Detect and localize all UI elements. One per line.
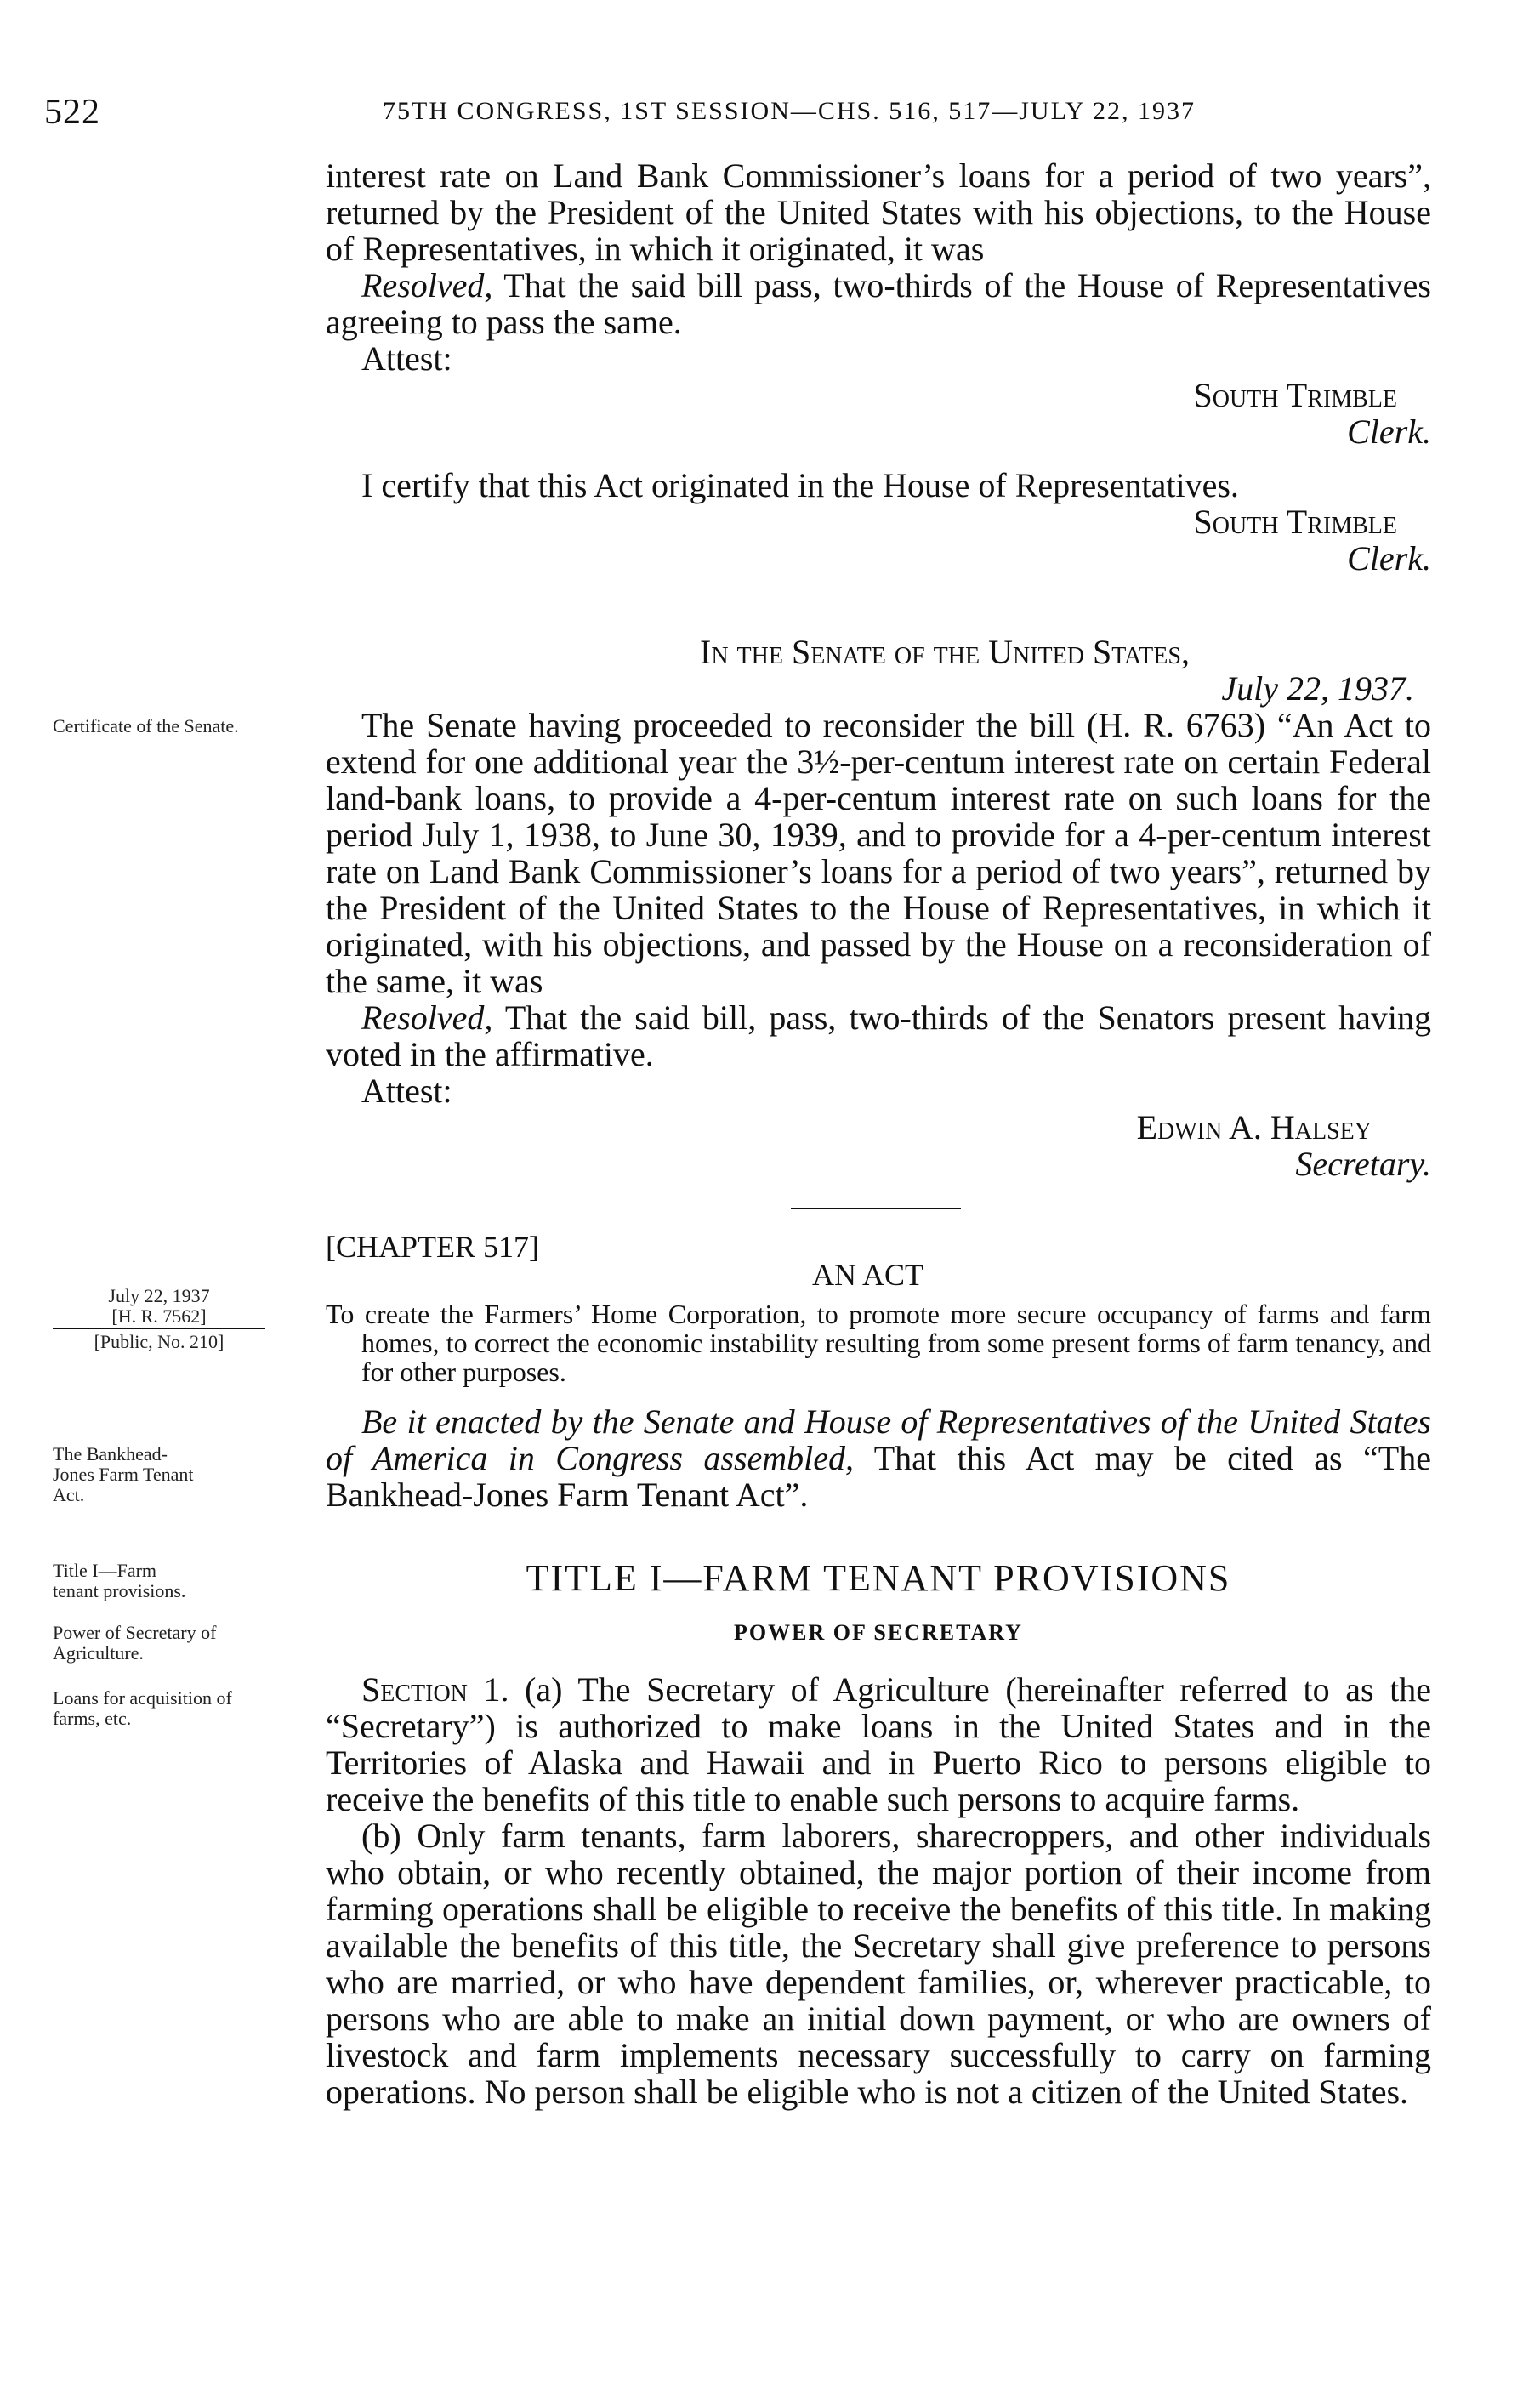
senate-attest: Attest:: [361, 1072, 452, 1110]
senate-signer: Edwin A. Halsey: [1136, 1108, 1372, 1146]
an-act-label: AN ACT: [812, 1258, 924, 1292]
section-subheading: POWER OF SECRETARY: [734, 1620, 1023, 1645]
senate-resolved-word: Resolved,: [361, 998, 493, 1037]
house-resolution: [326, 267, 1431, 340]
margin-note-public: [Public, No. 210]: [94, 1331, 224, 1352]
act-title: [326, 1300, 1431, 1386]
margin-note-short-title: The Bankhead-Jones Farm Tenant Act.: [53, 1443, 194, 1505]
house-signer-title: Clerk.: [1347, 412, 1431, 451]
enacting-block: [326, 1403, 1431, 1513]
margin-note-title-one: Title I—Farm tenant provisions.: [53, 1560, 186, 1601]
house-paragraph: interest rate on Land Bank Commissioner’s loans for a period of two years”, returned by the President of the United States with his objections, to the House of Representatives, in which it originated, it was: [326, 156, 1431, 268]
senate-paragraph: The Senate having proceeded to reconsider the bill (H. R. 6763) “An Act to extend for one additional year the 3½-per-centum interest rate on certain Federal land-bank loans, to provide a 4-per-centum interest rate on such loans for the period July 1, 1938, to June 30, 1939, and to provide for a 4-per-centum interest rate on Land Bank Commissioner’s loans for a period of two years”, returned by the President of the United States to the House of Representatives, in which it originated, with his objections, and passed by the House on a reconsideration of the same, it was: [326, 706, 1431, 1000]
senate-heading: In the Senate of the United States,: [700, 633, 1190, 671]
section-one-a-text: (a) The Secretary of Agriculture (hereinafter referred to as the “Secretary”) is authorized to make loans in the United States and in the Territories of Alaska and Hawaii and in Puerto Rico to persons eligible to receive the benefits of this title to enable such persons to acquire farms.: [326, 1670, 1431, 1818]
margin-note-rule: [53, 1328, 265, 1329]
house-resolution-text: That the said bill pass, two-thirds of the House of Representatives agreeing to pass the same.: [326, 266, 1431, 341]
resolved-word: Resolved,: [361, 266, 493, 304]
house-signer: South Trimble: [1193, 376, 1397, 414]
margin-note-loans: Loans for acquisition of farms, etc.: [53, 1687, 232, 1729]
title-heading: TITLE I—FARM TENANT PROVISIONS: [526, 1557, 1231, 1599]
enacting-paragraph: [326, 1403, 1431, 1513]
senate-resolution-text: That the said bill, pass, two-thirds of the Senators present having voted in the affirmative.: [326, 998, 1431, 1073]
senate-signer-title: Secretary.: [1295, 1145, 1431, 1183]
house-signer-2-title: Clerk.: [1347, 539, 1431, 577]
house-signer-2: South Trimble: [1193, 503, 1397, 541]
section-divider: [791, 1208, 961, 1209]
margin-note-power: Power of Secretary of Agriculture.: [53, 1622, 217, 1664]
senate-resolution: [326, 999, 1431, 1072]
section-one-a: [326, 1671, 1431, 1817]
house-certification-block: [326, 157, 1431, 577]
section-one-block: [326, 1671, 1431, 2110]
section-label: Section 1.: [361, 1670, 509, 1709]
chapter-label: [CHAPTER 517]: [326, 1230, 539, 1264]
running-head: 75TH CONGRESS, 1ST SESSION—CHS. 516, 517—JULY 22, 1937: [383, 97, 1196, 125]
section-one-b: (b) Only farm tenants, farm laborers, sharecroppers, and other individuals who obtain, or who recently obtained, the major portion of their income from farming operations shall be eligible to receive the benefits of this title. In making available the benefits of this title, the Secretary shall give preference to persons who are married, or who have dependent families, or, wherever practicable, to persons who are able to make an initial down payment, or who are owners of livestock and farm implements necessary successfully to carry on farming operations. No person shall be eligible who is not a citizen of the United States.: [326, 1817, 1431, 2111]
senate-certification-block: [326, 634, 1431, 1182]
enacting-clause: Be it enacted by the Senate and House of Representatives of the United States of America in Congress assembled,: [326, 1402, 1431, 1477]
margin-note-date: July 22, 1937: [108, 1285, 210, 1306]
act-title-text: To create the Farmers’ Home Corporation, to promote more secure occupancy of farms and farm homes, to correct the economic instability resulting from some present forms of farm tenancy, and for other purposes.: [326, 1299, 1431, 1387]
senate-date: July 22, 1937.: [1221, 669, 1414, 708]
house-attest: Attest:: [361, 339, 452, 378]
margin-note-hr: [H. R. 7562]: [111, 1305, 207, 1327]
page-number: 522: [44, 93, 100, 132]
house-certify: I certify that this Act originated in the House of Representatives.: [361, 466, 1239, 504]
margin-note-certificate: Certificate of the Senate.: [53, 715, 239, 737]
enacting-rest: That this Act may be cited as “The Bankhead-Jones Farm Tenant Act”.: [326, 1439, 1431, 1514]
